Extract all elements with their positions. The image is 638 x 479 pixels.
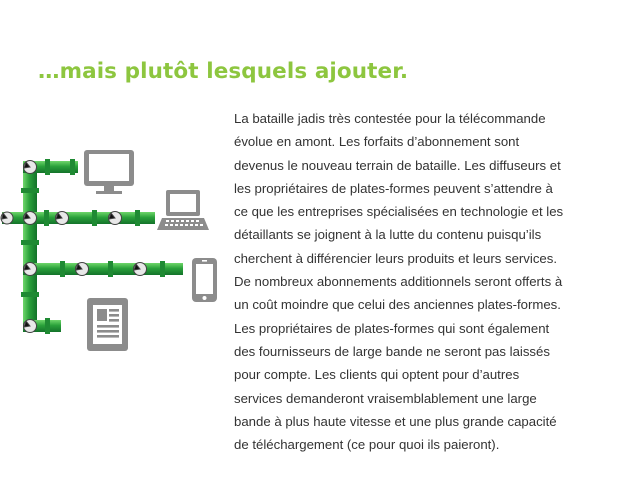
valve-icon xyxy=(24,212,37,225)
valve-icon xyxy=(134,263,147,276)
valve-icon xyxy=(56,212,69,225)
valve-icon xyxy=(109,212,122,225)
document-icon xyxy=(87,298,128,351)
body-line: bande à plus haute vitesse et une plus grande capacité xyxy=(234,413,557,429)
valve-icon xyxy=(24,263,37,276)
smartphone-icon xyxy=(192,258,217,302)
valve-icon xyxy=(24,320,37,333)
body-line: De nombreux abonnements additionnels seront offerts à xyxy=(234,274,563,290)
body-line: devenus le nouveau terrain de bataille. Les diffuseurs et xyxy=(234,157,561,173)
pipe-network-illustration xyxy=(0,140,232,365)
body-line: services demanderont vraisemblablement une large xyxy=(234,390,537,406)
slide-title: …mais plutôt lesquels ajouter. xyxy=(38,59,409,84)
valve-icon xyxy=(24,161,37,174)
body-line: évolue en amont. Les forfaits d’abonnement sont xyxy=(234,134,520,150)
body-line: détaillants se joignent à la lutte du contenu puisqu’ils xyxy=(234,227,542,243)
body-line: La bataille jadis très contestée pour la télécommande xyxy=(234,111,546,126)
body-line: Les propriétaires de plates-formes qui sont également xyxy=(234,320,550,336)
body-line: les propriétaires de plates-formes peuvent s’attendre à xyxy=(234,180,553,196)
body-line: des fournisseurs de large bande ne seront pas laissés xyxy=(234,343,550,359)
body-line: pour compte. Les clients qui optent pour d’autres xyxy=(234,367,520,383)
valve-icon xyxy=(76,263,89,276)
pipe-branch-third xyxy=(23,263,183,275)
body-line: un coût moindre que celui des anciennes plates-formes. xyxy=(234,297,561,313)
body-paragraph xyxy=(234,107,632,456)
body-line: ce que les entreprises spécialisées en technologie et les xyxy=(234,204,564,220)
body-line: cherchent à différencier leurs produits et leurs services. xyxy=(234,250,558,266)
laptop-icon xyxy=(157,190,209,230)
valve-icon xyxy=(1,212,13,224)
tv-icon xyxy=(84,150,134,194)
body-line: de téléchargement (ce pour quoi ils paieront). xyxy=(234,437,500,453)
